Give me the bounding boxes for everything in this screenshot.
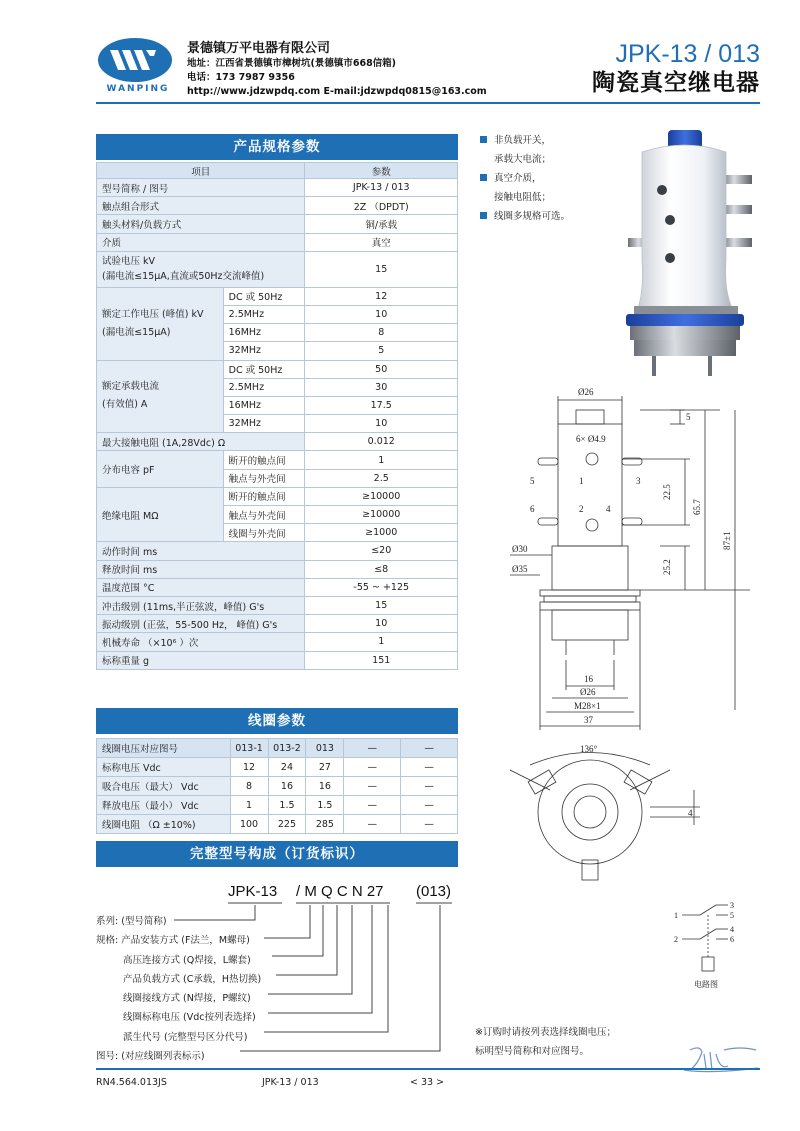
cell-value: 5 [305, 342, 458, 360]
feature-item [478, 131, 570, 150]
cell-value: 16 [306, 777, 344, 796]
cell-label-line: 额定承载电流 [102, 381, 160, 393]
legend-item: 线圈接线方式 (N焊接，P螺纹) [123, 993, 251, 1005]
product-title: 陶瓷真空继电器 [592, 70, 760, 96]
cell-label: 分布电容 pF [97, 451, 224, 487]
cell-value: ≥10000 [305, 487, 458, 505]
pin-label-1: 1 [579, 476, 584, 486]
col-header: — [344, 739, 401, 758]
legend-item: 高压连接方式 (Q焊接，L螺套) [123, 954, 251, 966]
cell-value: 1.5 [306, 796, 344, 815]
cell-label: 冲击级别 (11ms,半正弦波，峰值) G's [97, 596, 305, 614]
legend-item: 规格: 产品安装方式 (F法兰，M螺母) [96, 935, 250, 947]
circuit-node-1: 1 [674, 911, 678, 920]
cell-value: -55 ~ +125 [305, 578, 458, 596]
cell-sub: 2.5MHz [223, 305, 305, 323]
feature-item [478, 150, 570, 169]
order-code-title: 完整型号构成（订货标识） [96, 841, 458, 867]
cell-value: 12 [305, 287, 458, 305]
footer-page-number: < 33 > [410, 1077, 445, 1088]
cell-sub: 16MHz [223, 396, 305, 414]
cell-value: 17.5 [305, 396, 458, 414]
spec-table-title: 产品规格参数 [96, 134, 458, 160]
cell-value: 铜/承载 [305, 215, 458, 233]
cell-label: 型号简称 / 图号 [97, 179, 305, 197]
cell-value: 30 [305, 378, 458, 396]
dim-dia-35: Ø35 [512, 564, 528, 574]
cell-value: 151 [305, 651, 458, 669]
note-line: ※订购时请按列表选择线圈电压； [475, 1027, 616, 1038]
feature-list [478, 131, 570, 226]
cell-label: 释放时间 ms [97, 560, 305, 578]
cell-label-line: (漏电流≤15μA,直流或50Hz交流峰值) [102, 271, 265, 283]
bullet-square-icon [480, 174, 487, 181]
circuit-caption: 电路图 [694, 980, 718, 989]
cell-value: 10 [305, 415, 458, 433]
cell-value: 10 [305, 615, 458, 633]
cell-value: 2.5 [305, 469, 458, 487]
cell-label: 振动级别 (正弦，55-500 Hz， 峰值) G's [97, 615, 305, 633]
cell-value: — [344, 796, 401, 815]
product-photo [612, 130, 752, 385]
cell-value: ≥10000 [305, 506, 458, 524]
cell-value: — [401, 777, 458, 796]
cell-sub: 2.5MHz [223, 378, 305, 396]
cell-label-line: 试验电压 kV [102, 256, 156, 268]
cell-label: 绝缘电阻 MΩ [97, 487, 224, 542]
cell-value: 16 [268, 777, 306, 796]
cell-label: 标称电压 Vdc [97, 758, 231, 777]
dim-angle: 136° [580, 744, 598, 754]
cell-label: 最大接触电阻 (1A,28Vdc) Ω [97, 433, 305, 451]
dim-dia-26b: Ø26 [580, 687, 596, 697]
cell-label: 机械寿命 （×10⁶ ）次 [97, 633, 305, 651]
col-header-item: 项目 [97, 163, 305, 179]
dim-5: 5 [686, 412, 691, 422]
cell-value: 8 [230, 777, 268, 796]
pin-label-3: 3 [636, 476, 641, 486]
footer-model: JPK-13 / 013 [262, 1077, 319, 1088]
cell-value: 225 [268, 815, 306, 834]
legend-item: 产品负载方式 (C承载，H热切换) [123, 973, 262, 985]
cell-sub: 触点与外壳间 [223, 469, 305, 487]
feature-item [478, 188, 570, 207]
legend-item: 系列: (型号简称) [96, 916, 167, 927]
dim-16: 16 [584, 674, 593, 684]
feature-text: 非负载开关， [494, 135, 552, 146]
cell-value: 15 [305, 251, 458, 287]
cell-value: 24 [268, 758, 306, 777]
col-header: 线圈电压对应图号 [97, 739, 231, 758]
cell-label-line: (漏电流≤15μA) [102, 326, 171, 338]
col-header: 013 [306, 739, 344, 758]
cell-label-line: 额定工作电压 (峰值) kV [102, 308, 204, 320]
cell-value: 0.012 [305, 433, 458, 451]
signature-logo [680, 1040, 760, 1076]
bullet-square-icon [480, 212, 487, 219]
order-code-drawing: (013) [416, 883, 452, 900]
circuit-node-5: 5 [730, 911, 734, 920]
cell-value: 15 [305, 596, 458, 614]
cell-label: 线圈电阻 （Ω ±10%) [97, 815, 231, 834]
cell-label: 温度范围 °C [97, 578, 305, 596]
cell-value: 1 [230, 796, 268, 815]
circuit-diagram [672, 895, 742, 995]
company-address: 地址：江西省景德镇市樟树坑(景德镇市668信箱) [187, 58, 397, 69]
col-header: 013-2 [268, 739, 306, 758]
cell-value: 10 [305, 305, 458, 323]
logo-wordmark: WANPING [106, 84, 170, 94]
pin-label-2: 2 [579, 504, 584, 514]
feature-item [478, 207, 570, 226]
cell-sub: 16MHz [223, 324, 305, 342]
bullet-square-icon [480, 136, 487, 143]
circuit-node-4: 4 [730, 925, 734, 934]
col-header-param: 参数 [305, 163, 458, 179]
cell-label: 介质 [97, 233, 305, 251]
dim-37: 37 [584, 715, 593, 725]
col-header: 013-1 [230, 739, 268, 758]
cell-value: 1.5 [268, 796, 306, 815]
feature-text: 接触电阻低； [494, 192, 552, 203]
dim-87: 87±1 [722, 531, 732, 550]
order-code-model: JPK-13 [228, 883, 278, 900]
cell-value: 8 [305, 324, 458, 342]
feature-item [478, 169, 570, 188]
cell-value: — [401, 796, 458, 815]
cell-label: 动作时间 ms [97, 542, 305, 560]
cell-sub: 32MHz [223, 342, 305, 360]
dim-22-5: 22.5 [662, 484, 672, 500]
company-web-email: http://www.jdzwpdq.com E-mail:jdzwpdq0815@163.com [187, 86, 487, 97]
cell-value: 2Z （DPDT) [305, 197, 458, 215]
cell-label: 释放电压（最小） Vdc [97, 796, 231, 815]
cell-value: 12 [230, 758, 268, 777]
cell-sub: 触点与外壳间 [223, 506, 305, 524]
dim-65-7: 65.7 [692, 499, 702, 515]
cell-value: — [344, 758, 401, 777]
feature-text: 承载大电流； [494, 154, 552, 165]
cell-value: 真空 [305, 233, 458, 251]
circuit-node-3: 3 [730, 901, 734, 910]
footer-divider [96, 1068, 760, 1070]
cell-value: ≥1000 [305, 524, 458, 542]
cell-value: JPK-13 / 013 [305, 179, 458, 197]
circuit-node-6: 6 [730, 935, 734, 944]
cell-value: 50 [305, 360, 458, 378]
cell-value: 285 [306, 815, 344, 834]
legend-item: 线圈标称电压 (Vdc按列表选择) [123, 1012, 256, 1024]
feature-text: 线圈多规格可选。 [494, 211, 571, 222]
order-note [475, 1023, 616, 1061]
cell-value: 27 [306, 758, 344, 777]
cell-sub: 断开的触点间 [223, 451, 305, 469]
cell-label: 标称重量 g [97, 651, 305, 669]
order-code-legend [96, 912, 261, 1066]
cell-value: — [344, 777, 401, 796]
company-name: 景德镇万平电器有限公司 [187, 41, 331, 56]
cell-label-line: (有效值) A [102, 399, 148, 411]
cell-value: — [401, 815, 458, 834]
dim-holes: 6× Ø4.9 [576, 434, 606, 444]
cell-value: 1 [305, 451, 458, 469]
circuit-node-2: 2 [674, 935, 678, 944]
legend-item: 派生代号 (完整型号区分代号) [123, 1031, 248, 1043]
cell-label: 触头材料/负载方式 [97, 215, 305, 233]
cell-value: — [344, 815, 401, 834]
cell-sub: 线圈与外壳间 [223, 524, 305, 542]
dimension-drawing [510, 380, 760, 890]
dim-25-2: 25.2 [662, 559, 672, 575]
cell-value: 100 [230, 815, 268, 834]
product-model: JPK-13 / 013 [615, 40, 760, 68]
coil-table-title: 线圈参数 [96, 708, 458, 734]
cell-label: 吸合电压（最大） Vdc [97, 777, 231, 796]
company-phone: 电话：173 7987 9356 [187, 72, 295, 83]
col-header: — [401, 739, 458, 758]
cell-sub: 断开的触点间 [223, 487, 305, 505]
cell-value: — [401, 758, 458, 777]
dim-dia-30: Ø30 [512, 544, 528, 554]
order-code-suffix: / M Q C N 27 [296, 883, 384, 900]
pin-label-6: 6 [530, 504, 535, 514]
footer-doc-number: RN4.564.013JS [96, 1077, 167, 1088]
dim-4: 4 [688, 808, 693, 818]
cell-label: 触点组合形式 [97, 197, 305, 215]
dim-thread: M28×1 [574, 701, 601, 711]
cell-value: ≤8 [305, 560, 458, 578]
feature-text: 真空介质， [494, 173, 542, 184]
cell-value: 1 [305, 633, 458, 651]
legend-item: 图号: (对应线圈列表标示) [96, 1051, 205, 1063]
cell-value: ≤20 [305, 542, 458, 560]
cell-sub: 32MHz [223, 415, 305, 433]
pin-label-4: 4 [606, 504, 611, 514]
cell-sub: DC 或 50Hz [223, 360, 305, 378]
cell-sub: DC 或 50Hz [223, 287, 305, 305]
dim-dia-top: Ø26 [578, 387, 594, 397]
note-line: 标明型号简称和对应图号。 [475, 1046, 590, 1057]
pin-label-5: 5 [530, 476, 535, 486]
